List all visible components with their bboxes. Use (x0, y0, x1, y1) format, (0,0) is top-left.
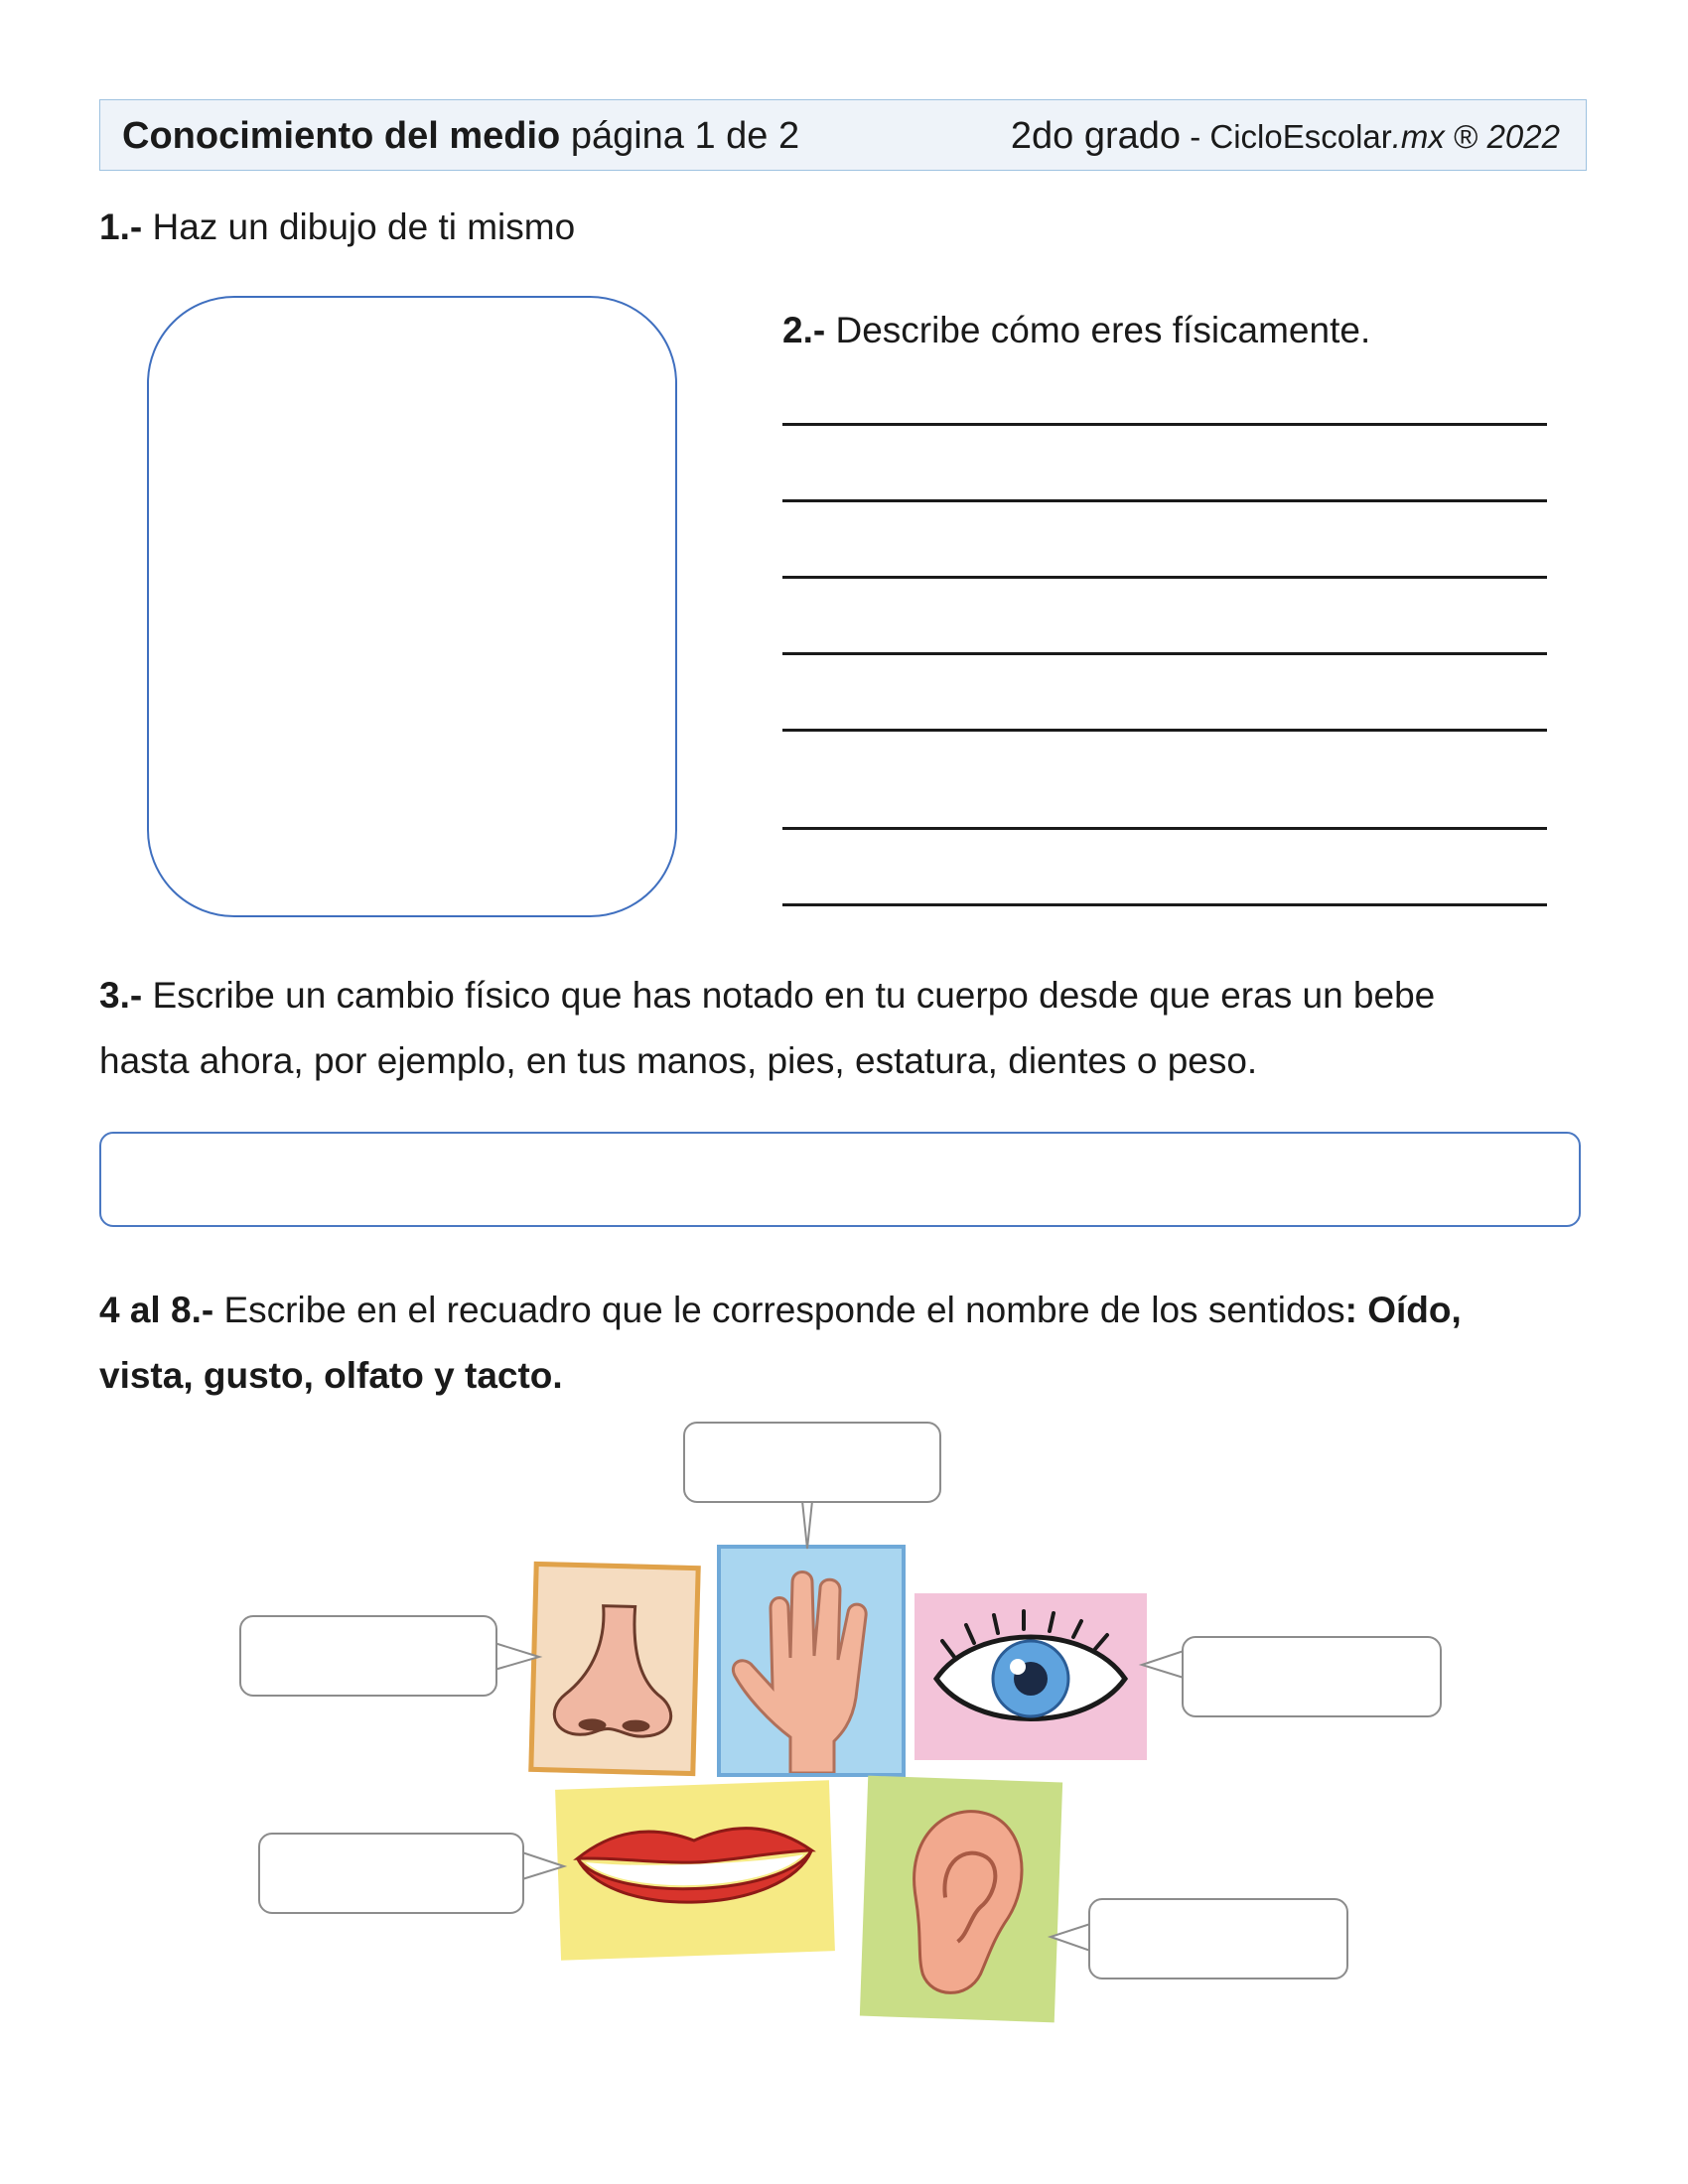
pointer-right-top (1142, 1651, 1184, 1678)
question-1-number: 1.- (99, 206, 143, 247)
site-name: CicloEscolar (1209, 118, 1392, 155)
header-separator: - (1181, 118, 1210, 155)
sense-answer-box-top[interactable] (683, 1422, 941, 1503)
sense-answer-box-right-bottom[interactable] (1088, 1898, 1348, 1979)
question-3-number: 3.- (99, 975, 143, 1016)
grade-label: 2do grado (1010, 115, 1182, 157)
question-4-8-text: Escribe en el recuadro que le corresponde el nombre de los sentidos (213, 1290, 1345, 1330)
senses-list-part-1: Oído, (1356, 1290, 1462, 1330)
year-label: 2022 (1486, 118, 1560, 155)
question-2-number: 2.- (782, 310, 826, 350)
sense-answer-box-left-top[interactable] (239, 1615, 497, 1697)
trademark-symbol: ® (1444, 118, 1487, 155)
question-4-8-colon: : (1344, 1290, 1357, 1330)
question-1-text: Haz un dibujo de ti mismo (142, 206, 576, 247)
pointer-right-bottom (1051, 1924, 1090, 1951)
pointer-left-bottom (522, 1852, 564, 1879)
question-4-8-number: 4 al 8.- (99, 1290, 214, 1330)
senses-list-part-2: vista, gusto, olfato y tacto. (99, 1355, 563, 1396)
pointer-top (802, 1501, 812, 1549)
subject-title: Conocimiento del medio (122, 115, 561, 157)
site-tld: .mx (1391, 118, 1445, 155)
question-2-text: Describe cómo eres físicamente. (825, 310, 1371, 350)
question-3-line-2: hasta ahora, por ejemplo, en tus manos, pies, estatura, dientes o peso. (99, 1040, 1258, 1081)
sense-answer-box-right-top[interactable] (1182, 1636, 1442, 1717)
page-indicator: página 1 de 2 (570, 115, 800, 157)
sense-answer-box-left-bottom[interactable] (258, 1833, 524, 1914)
question-3-text: Escribe un cambio físico que has notado en tu cuerpo desde que eras un bebe (142, 975, 1436, 1016)
pointer-left-top (494, 1643, 539, 1670)
